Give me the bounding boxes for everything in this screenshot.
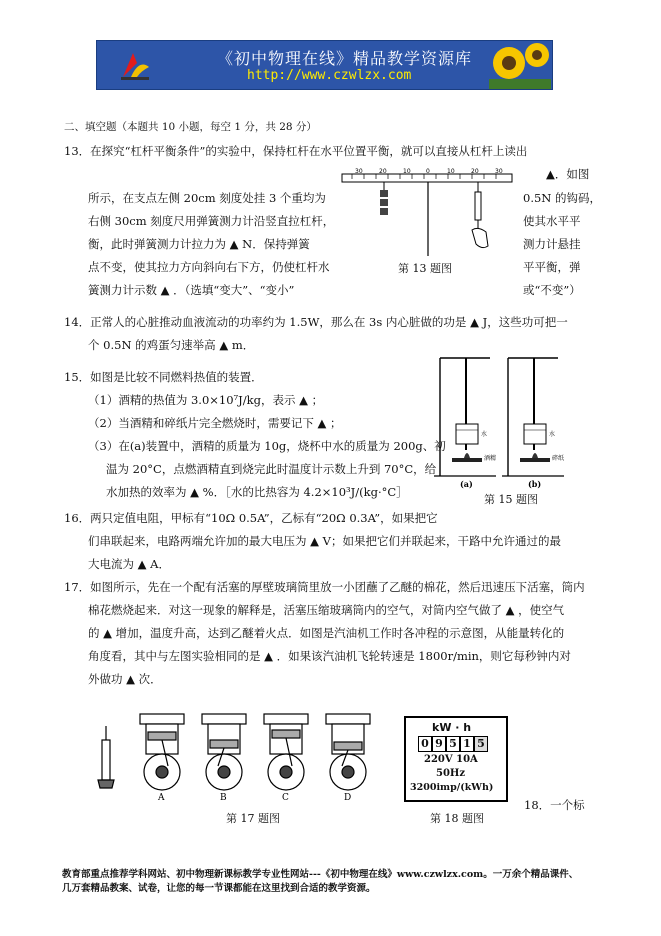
ruler-tick: 30 [355, 168, 363, 175]
q14-line2: 个 0.5N 的鸡蛋匀速举高 ▲ m． [88, 338, 255, 352]
ruler-tick: 0 [426, 168, 430, 175]
q15-intro: 15．如图是比较不同燃料热值的装置． [64, 370, 263, 384]
liquid-label: 水 [549, 431, 556, 438]
q15-caption: 第 15 题图 [484, 493, 538, 506]
engine-label: C [282, 793, 289, 803]
q18-trailing-text: 18．一个标 [524, 798, 585, 812]
meter-digits [418, 736, 488, 752]
q13-left-line: 簧测力计示数 ▲ ．（选填“变大”、“变小” [88, 283, 295, 297]
liquid-label: 水 [481, 431, 488, 438]
q13-left-line: 衡，此时弹簧测力计拉力为 ▲ N．保持弹簧 [88, 237, 310, 251]
ruler-tick: 20 [471, 168, 479, 175]
meter-unit: kW · h [432, 721, 472, 734]
meter-spec: 3200imp/(kWh) [410, 782, 494, 793]
q15-item: （3）在(a)装置中，酒精的质量为 10g，烧杯中水的质量为 200g、初 [88, 439, 446, 453]
q17-caption: 第 17 题图 [226, 812, 280, 825]
q17-line: 角度看，其中与左图实验相同的是 ▲ ．如果该汽油机飞轮转速是 1800r/min，则它每秒钟内对 [88, 649, 571, 663]
q15-apparatus-figure [432, 352, 572, 494]
q13-caption: 第 13 题图 [398, 262, 452, 275]
ruler-tick: 30 [495, 168, 503, 175]
fuel-label: 碎纸 [552, 455, 565, 462]
engine-strokes-diagram [92, 700, 392, 810]
q13-lever-figure [338, 166, 518, 258]
q13-line1-end: ▲．如图 [546, 167, 590, 181]
q15-item: 水加热的效率为 ▲ %．［水的比热容为 4.2×10³J/(kg·°C］ [106, 485, 408, 499]
q13-left-line: 所示，在支点左侧 20cm 刻度处挂 3 个重均为 [88, 191, 326, 205]
fuel-apparatus-diagram [432, 352, 572, 494]
footer-line1: 教育部重点推荐学科网站、初中物理新课标教学专业性网站---《初中物理在线》www.czwlzx.com。一万余个精品课件、 [62, 869, 579, 880]
q13-right-line: 0.5N 的钩码， [523, 191, 602, 205]
q16-line2: 们串联起来，电路两端允许加的最大电压为 ▲ V；如果把它们并联起来，干路中允许通过的最 [88, 534, 561, 548]
fig-label: (a) [460, 479, 473, 489]
meter-spec: 220V 10A [424, 754, 478, 765]
q17-line: 17．如图所示，先在一个配有活塞的厚壁玻璃筒里放一小团蘸了乙醚的棉花，然后迅速压下活塞，筒内 [64, 580, 585, 594]
meter-spec: 50Hz [436, 768, 466, 779]
ruler-tick: 20 [379, 168, 387, 175]
engine-label: B [220, 793, 227, 803]
q13-line1: 13．在探究“杠杆平衡条件”的实验中，保持杠杆在水平位置平衡，就可以直接从杠杆上读出 [64, 144, 528, 158]
banner [96, 40, 553, 90]
q13-left-line: 右侧 30cm 刻度尺用弹簧测力计沿竖直拉杠杆， [88, 214, 335, 228]
q17-line: 外做功 ▲ 次． [88, 672, 162, 686]
q13-right-line: 使其水平平 [523, 214, 581, 228]
q13-right-line: 测力计悬挂 [523, 237, 581, 251]
q15-item: （2）当酒精和碎纸片完全燃烧时，需要记下 ▲ ； [88, 416, 342, 430]
q17-line: 棉花燃烧起来．对这一现象的解释是，活塞压缩玻璃筒内的空气，对筒内空气做了 ▲ ，使空气 [88, 603, 565, 617]
fuel-label: 酒精 [484, 455, 497, 462]
meter-digit: 1 [460, 736, 474, 752]
q17-engine-figure [92, 700, 392, 810]
logo-icon [117, 47, 153, 83]
meter-digit: 9 [432, 736, 446, 752]
ruler-tick: 10 [403, 168, 411, 175]
q13-left-line: 点不变，使其拉力方向斜向右下方，仍使杠杆水 [88, 260, 330, 274]
q15-item: （1）酒精的热值为 3.0×10⁷J/kg，表示 ▲ ； [88, 393, 324, 407]
banner-title: 《初中物理在线》精品教学资源库 [217, 49, 473, 68]
q16-line1: 16．两只定值电阻，甲标有“10Ω 0.5A”，乙标有“20Ω 0.3A”，如果把它 [64, 511, 438, 525]
engine-label: D [344, 793, 352, 803]
energy-meter [404, 716, 508, 802]
q17-line: 的 ▲ 增加，温度升高，达到乙醚着火点．如图是汽油机工作时各冲程的示意图，从能量转化的 [88, 626, 565, 640]
q18-caption: 第 18 题图 [430, 812, 484, 825]
engine-label: A [158, 793, 165, 803]
meter-digit: 5 [446, 736, 460, 752]
section-heading: 二、填空题（本题共 10 小题，每空 1 分，共 28 分） [64, 121, 317, 133]
q13-right-line: 或“不变”） [523, 283, 581, 297]
lever-diagram [338, 166, 518, 258]
meter-digit-decimal: 5 [474, 736, 488, 752]
meter-digit: 0 [418, 736, 432, 752]
q15-item: 温为 20°C，点燃酒精直到烧完此时温度计示数上升到 70°C，给 [106, 462, 437, 476]
q14-line1: 14．正常人的心脏推动血液流动的功率约为 1.5W，那么在 3s 内心脏做的功是 ▲ J，这些功可把一 [64, 315, 568, 329]
q13-right-line: 平平衡，弹 [523, 260, 581, 274]
banner-url[interactable]: http://www.czwlzx.com [247, 68, 412, 83]
sunflower-icon [489, 41, 551, 89]
q16-line3: 大电流为 ▲ A． [88, 557, 170, 571]
fig-label: (b) [528, 479, 542, 489]
ruler-tick: 10 [447, 168, 455, 175]
footer-line2: 几万套精品教案、试卷，让您的每一节课都能在这里找到合适的教学资源。 [62, 883, 376, 894]
